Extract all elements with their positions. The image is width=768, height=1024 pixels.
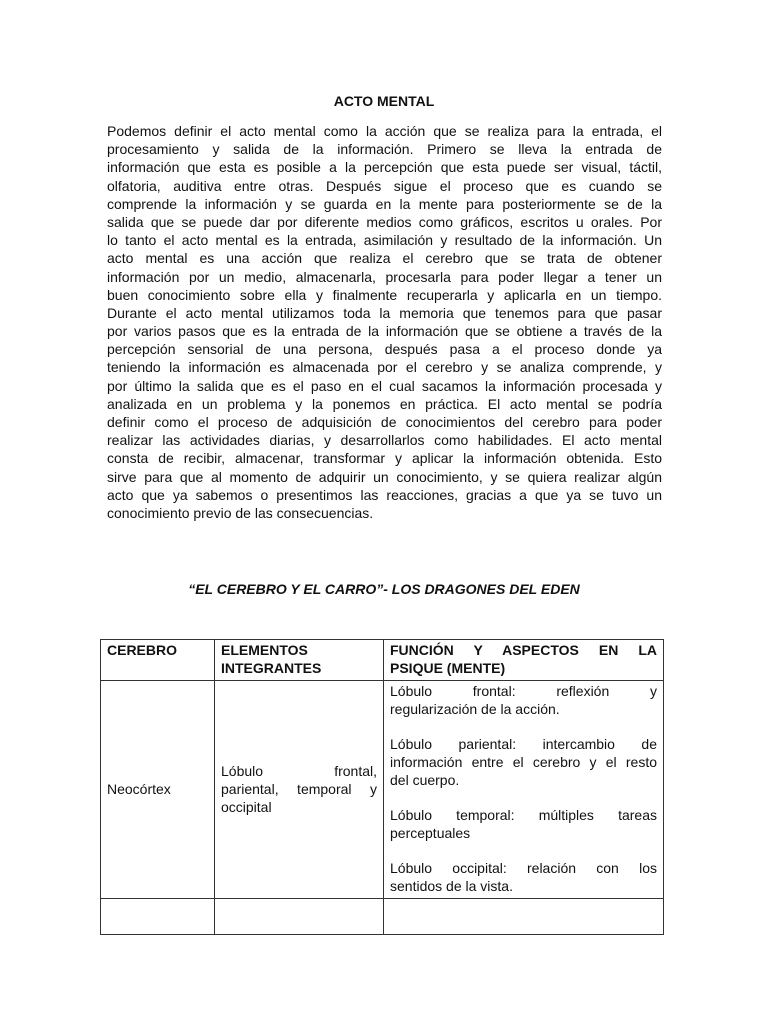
paragraph-line: olfatoria, auditiva entre otras. Después sigue el proceso que es cuando se: [107, 177, 662, 194]
paragraph-line: buen conocimiento sobre ella y finalmente recuperarla y aplicarla en un tiempo.: [107, 286, 662, 303]
empty-cell: [215, 899, 384, 935]
funcion-line: Lóbulo occipital: relación con los: [390, 860, 657, 876]
paragraph-line: Podemos definir el acto mental como la acción que se realiza para la entrada, el: [107, 123, 662, 139]
paragraph-line: consta de recibir, almacenar, transformar y aplicar la información obtenida. Esto: [107, 450, 662, 467]
empty-cell: [384, 899, 664, 935]
funcion-paragraph: [390, 682, 657, 718]
paragraph-line: Durante el acto mental utilizamos toda la memoria que tenemos para que pasar: [107, 304, 662, 321]
header-elementos-line2: INTEGRANTES: [221, 660, 322, 676]
elementos-line: occipital: [221, 798, 272, 815]
cell-cerebro: [101, 681, 215, 899]
header-elementos-line1: ELEMENTOS: [221, 642, 308, 658]
paragraph-line: conocimiento previo de las consecuencias.: [107, 504, 374, 521]
header-funcion-line2: PSIQUE (MENTE): [390, 660, 506, 676]
funcion-line: perceptuales: [390, 825, 471, 841]
brain-table: [100, 639, 664, 935]
paragraph-line: acto mental es una acción que realiza el cerebro que se trata de obtener: [107, 250, 662, 267]
empty-cell: [101, 899, 215, 935]
cell-elementos: [215, 681, 384, 899]
paragraph-line: comprende la información y se guarda en la mente para posteriormente se de la: [107, 195, 662, 212]
header-funcion: [384, 640, 664, 681]
funcion-line: Lóbulo temporal: múltiples tareas: [390, 807, 657, 823]
header-funcion-line1: FUNCIÓN Y ASPECTOS EN LA: [390, 642, 657, 658]
cerebro-value: Neocórtex: [107, 780, 171, 797]
paragraph-line: información por un medio, almacenarla, procesarla para poder llegar a tener un: [107, 268, 662, 285]
table-header-row: [101, 640, 664, 681]
funcion-line: información entre el cerebro y el resto: [390, 754, 657, 770]
paragraph-line: teniendo la información es almacenada por el cerebro y se analiza comprende, y: [107, 359, 662, 376]
header-cerebro-label: CEREBRO: [107, 642, 178, 658]
paragraph-line: analizada en un problema y la ponemos en práctica. El acto mental se podría: [107, 395, 662, 412]
body-paragraph: [107, 122, 662, 522]
paragraph-line: por último la salida que es el paso en el cual sacamos la información procesada y: [107, 377, 662, 394]
elementos-line: pariental, temporal y: [221, 780, 377, 797]
paragraph-line: salida que se puede dar por diferente medios como gráficos, escritos u orales. Por: [107, 213, 662, 230]
funcion-line: Lóbulo pariental: intercambio de: [390, 736, 657, 752]
paragraph-line: sirve para que al momento de adquirir un conocimiento, y se quiera realizar algún: [107, 468, 662, 485]
cell-funciones: [384, 681, 664, 899]
paragraph-line: realizar las actividades diarias, y desarrollarlos como habilidades. El acto mental: [107, 432, 662, 449]
paragraph-line: procesamiento y salida de la información. Primero se lleva la entrada de: [107, 141, 662, 158]
funcion-line: Lóbulo frontal: reflexión y: [390, 683, 657, 699]
paragraph-line: percepción sensorial de una persona, después pasa a el proceso donde ya: [107, 341, 662, 358]
table-row: [101, 681, 664, 899]
section-subtitle: “EL CEREBRO Y EL CARRO”- LOS DRAGONES DEL EDEN: [188, 581, 580, 597]
funcion-paragraph: [390, 806, 657, 842]
funcion-paragraph: [390, 735, 657, 789]
paragraph-line: por varios pasos que es la entrada de la información que se obtiene a través de la: [107, 323, 662, 340]
document-title: ACTO MENTAL: [333, 93, 435, 109]
paragraph-line: definir como el proceso de adquisición de conocimientos del cerebro para poder: [107, 414, 662, 430]
paragraph-line: lo tanto el acto mental es la entrada, asimilación y resultado de la información. Un: [107, 232, 662, 249]
funcion-line: del cuerpo.: [390, 772, 460, 788]
elementos-line: Lóbulo frontal,: [221, 762, 377, 779]
funcion-line: sentidos de la vista.: [390, 878, 513, 894]
paragraph-line: acto que ya sabemos o presentimos las reacciones, gracias a que ya se tuvo un: [107, 486, 662, 503]
funcion-line: regularización de la acción.: [390, 701, 560, 717]
paragraph-line: información que esta es posible a la percepción que esta puede ser visual, táctil,: [107, 159, 662, 176]
funcion-paragraph: [390, 859, 657, 895]
header-cerebro: [101, 640, 215, 681]
table-row-empty: [101, 899, 664, 935]
header-elementos: [215, 640, 384, 681]
